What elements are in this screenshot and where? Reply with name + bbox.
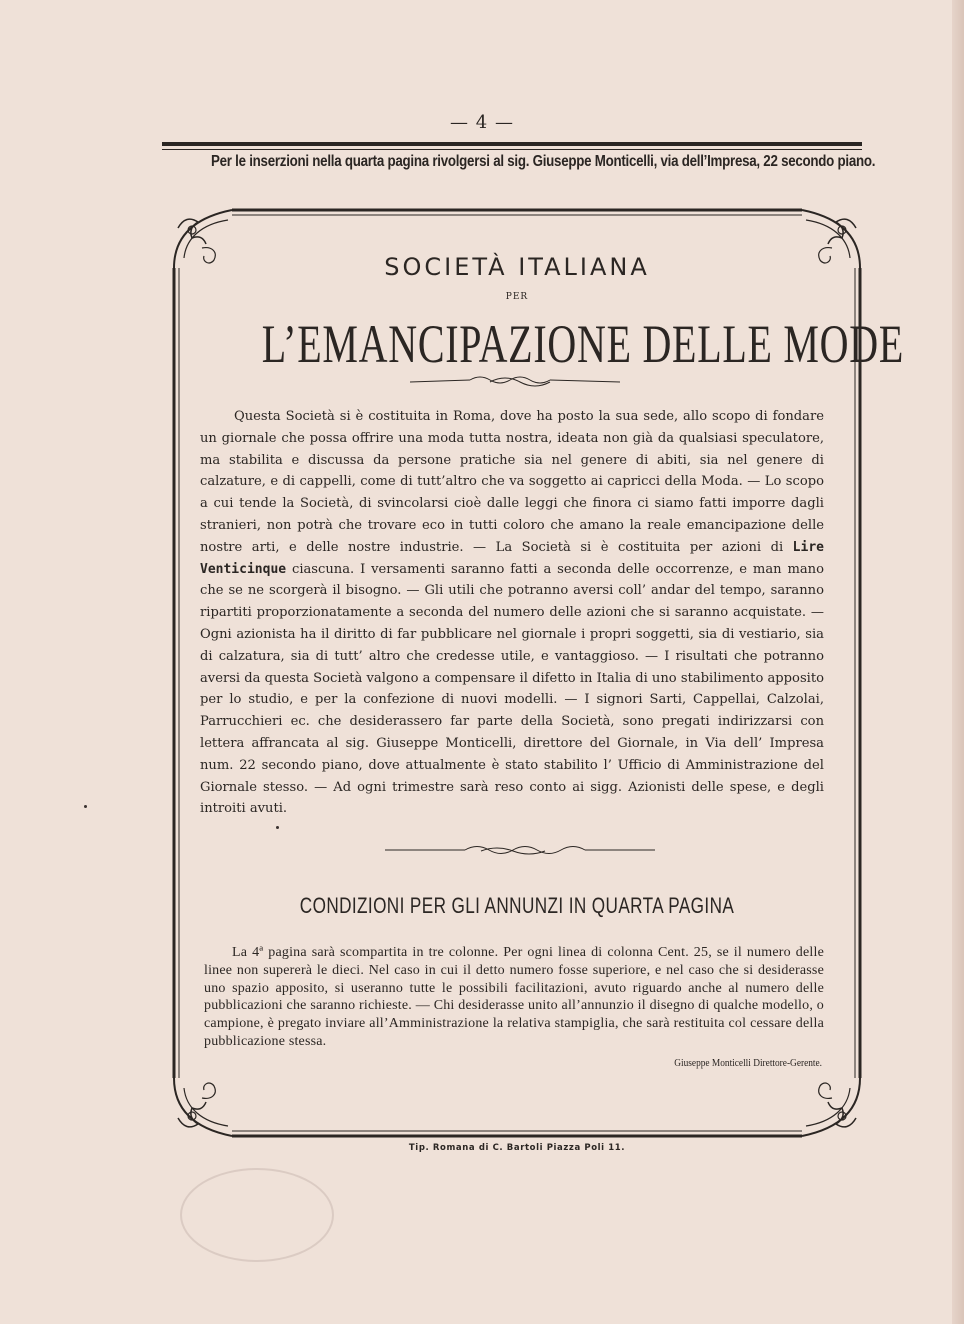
signature: Giuseppe Monticelli Direttore-Gerente. — [674, 1057, 822, 1069]
header-rule — [162, 142, 862, 146]
announcement-body-text-cont: ciascuna. I versamenti saranno fatti a seconda delle occorrenze, e man mano che se ne scorgerà il bisogno. — Gli utili che potranno aversi coll’ andar del tempo, saranno ripartiti proporzionatamente a seconda del numero delle azioni che si saranno acquistate. — Ogni azionista ha il diritto di far pubblicare nel giornale i propri soggetti, sia di vestiario, sia di calzatura, sia di tutt’ altro che credesse utile, e vantaggioso. — I risultati che potranno aversi da questa Società valgono a compensare il difetto in Italia di uno stabilimento apposito per lo studio, e per la confezione di nuovi modelli. — I signori Sarti, Cappellai, Calzolai, Parrucchieri ec. che desiderassero far parte della Società, sono pregati indirizzarsi con lettera affrancata al sig. Giuseppe Monticelli, direttore del Giornale, in Via dell’ Impresa num. 22 secondo piano, dove attualmente è stato stabilito l’ Ufficio di Amministrazione del Giornale stesso. — Ad ogni trimestre sarà reso conto ai sigg. Azionisti delle spese, e degli introiti avuti. — [200, 561, 824, 817]
conditions-title: CONDIZIONI PER GLI ANNUNZI IN QUARTA PAGINA — [299, 893, 735, 918]
header-rule-thin — [162, 149, 862, 150]
printer-imprint: Tip. Romana di C. Bartoli Piazza Poli 11. — [408, 1143, 626, 1153]
society-title-per: PER — [505, 292, 529, 302]
page-edge — [952, 0, 964, 1324]
society-title: SOCIETÀ ITALIANA — [384, 253, 650, 281]
flourish-divider-top — [410, 372, 620, 388]
faded-stamp — [180, 1168, 334, 1262]
conditions-text: La 4ª pagina sarà scompartita in tre colonne. Per ogni linea di colonna Cent. 25, se il numero delle linee non supererà le dieci. Nel caso in cui il detto numero fosse superiore, e nel caso che si desiderasse uno spazio apposito, si useranno tutte le possibili facilitazioni, avuto riguardo anche al numero delle pubblicazioni che saranno richieste. — Chi desiderasse unito all’annunzio il disegno di qualche modello, o campione, è pregato inviare all’Amministrazione la relativa stampiglia, che sarà restituita col cessare della pubblicazione stessa. — [204, 945, 824, 1049]
announcement-body-text: Questa Società si è costituita in Roma, dove ha posto la sua sede, allo scopo di fondare un giornale che possa offrire una moda tutta nostra, ideata non già da qualsiasi speculatore, ma stabilita e discussa da persone pratiche sia nel genere di abiti, sia nel genere di calzature, e di cappelli, come di tutt’altro che va soggetto ai capricci della Moda. — Lo scopo a cui tende la Società, di svincolarsi cioè dalle leggi che finora ci siamo fatti imporre dagli stranieri, non potrà che trovare eco in tutti coloro che amano la reale emancipazione delle nostre arti, e delle nostre industrie. — La Società si è costituita per azioni di — [200, 409, 824, 555]
flourish-divider-middle — [385, 842, 655, 858]
header-notice: Per le inserzioni nella quarta pagina rivolgersi al sig. Giuseppe Monticelli, via dell’Impresa, 22 secondo piano. — [211, 153, 876, 170]
share-price: Lire Venticinque — [200, 539, 824, 577]
announcement-body — [200, 406, 824, 820]
page-number: — 4 — — [450, 112, 514, 133]
ink-spot — [276, 826, 279, 829]
ink-spot — [84, 805, 87, 808]
conditions-body — [204, 944, 824, 1051]
society-headline: L’EMANCIPAZIONE DELLE MODE — [261, 314, 904, 374]
